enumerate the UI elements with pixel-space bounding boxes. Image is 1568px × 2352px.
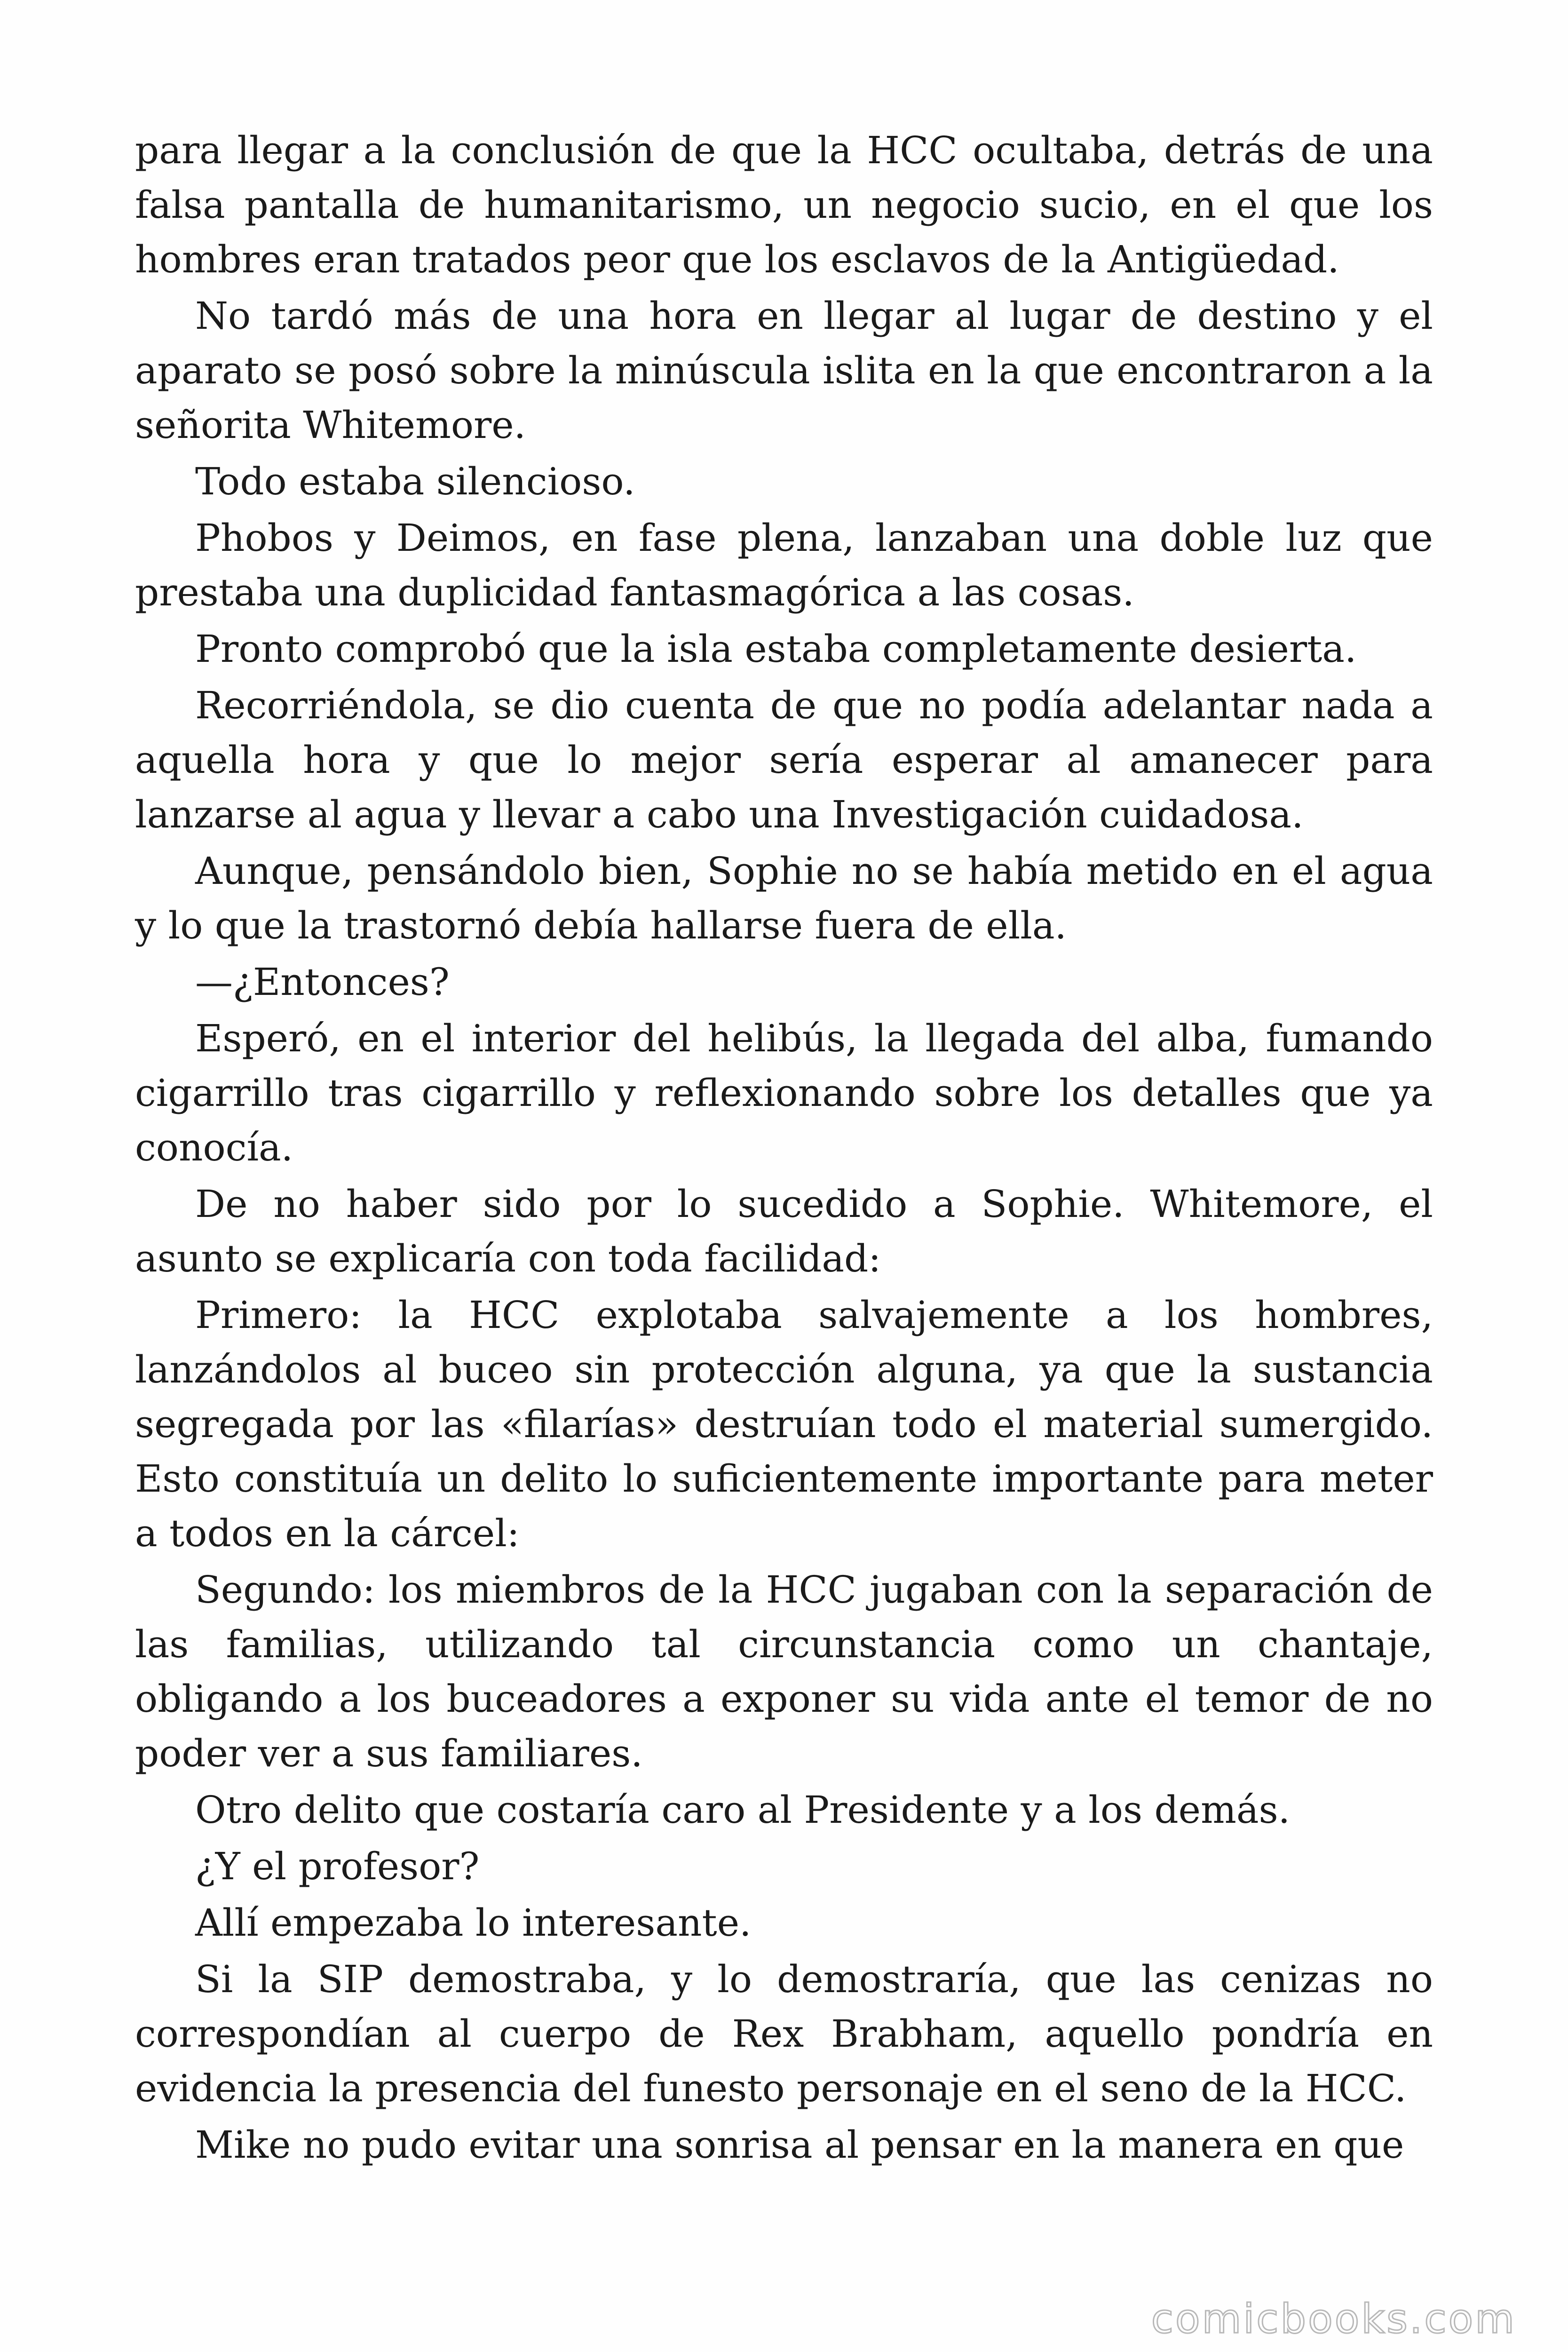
paragraph: Pronto comprobó que la isla estaba completamente desierta.	[195, 627, 1357, 671]
paragraph: Si la SIP demostraba, y lo demostraría, que las cenizas no correspondían al cuerpo de Rex Brabham, aquello pondría en evidencia la presencia del funesto personaje en el seno de la HCC.	[135, 1957, 1433, 2110]
paragraph: Mike no pudo evitar una sonrisa al pensar en la manera en que	[195, 2123, 1404, 2167]
paragraph: Allí empezaba lo interesante.	[195, 1901, 752, 1945]
paragraph: Todo estaba silencioso.	[195, 460, 635, 503]
paragraph: Primero: la HCC explotaba salvajemente a los hombres, lanzándolos al buceo sin protección alguna, ya que la sustancia segregada por las «filarías» destruían todo el material sumergido. Esto constituía un delito lo suficientemente importante para meter a todos en la cárcel:	[135, 1293, 1433, 1555]
paragraph: Esperó, en el interior del helibús, la llegada del alba, fumando cigarrillo tras cigarrillo y reflexionando sobre los detalles que ya conocía.	[135, 1017, 1433, 1169]
watermark: comicbooks.com	[1151, 2296, 1516, 2343]
dialogue-line: —¿Entonces?	[195, 960, 450, 1004]
paragraph: Phobos y Deimos, en fase plena, lanzaban una doble luz que prestaba una duplicidad fantasmagórica a las cosas.	[135, 516, 1433, 614]
paragraph: De no haber sido por lo sucedido a Sophie. Whitemore, el asunto se explicaría con toda facilidad:	[135, 1182, 1433, 1280]
paragraph: Otro delito que costaría caro al Presidente y a los demás.	[195, 1788, 1291, 1832]
paragraph-continuation: para llegar a la conclusión de que la HCC ocultaba, detrás de una falsa pantalla de humanitarismo, un negocio sucio, en el que los hombres eran tratados peor que los esclavos de la Antigüedad.	[135, 128, 1433, 281]
paragraph: No tardó más de una hora en llegar al lugar de destino y el aparato se posó sobre la minúscula islita en la que encontraron a la señorita Whitemore.	[135, 294, 1433, 447]
body-text	[135, 123, 1433, 2174]
paragraph: ¿Y el profesor?	[195, 1844, 480, 1888]
paragraph: Recorriéndola, se dio cuenta de que no podía adelantar nada a aquella hora y que lo mejor sería esperar al amanecer para lanzarse al agua y llevar a cabo una Investigación cuidadosa.	[135, 683, 1433, 836]
paragraph: Segundo: los miembros de la HCC jugaban con la separación de las familias, utilizando tal circunstancia como un chantaje, obligando a los buceadores a exponer su vida ante el temor de no poder ver a sus familiares.	[135, 1568, 1433, 1775]
paragraph: Aunque, pensándolo bien, Sophie no se había metido en el agua y lo que la trastornó debía hallarse fuera de ella.	[135, 849, 1433, 947]
